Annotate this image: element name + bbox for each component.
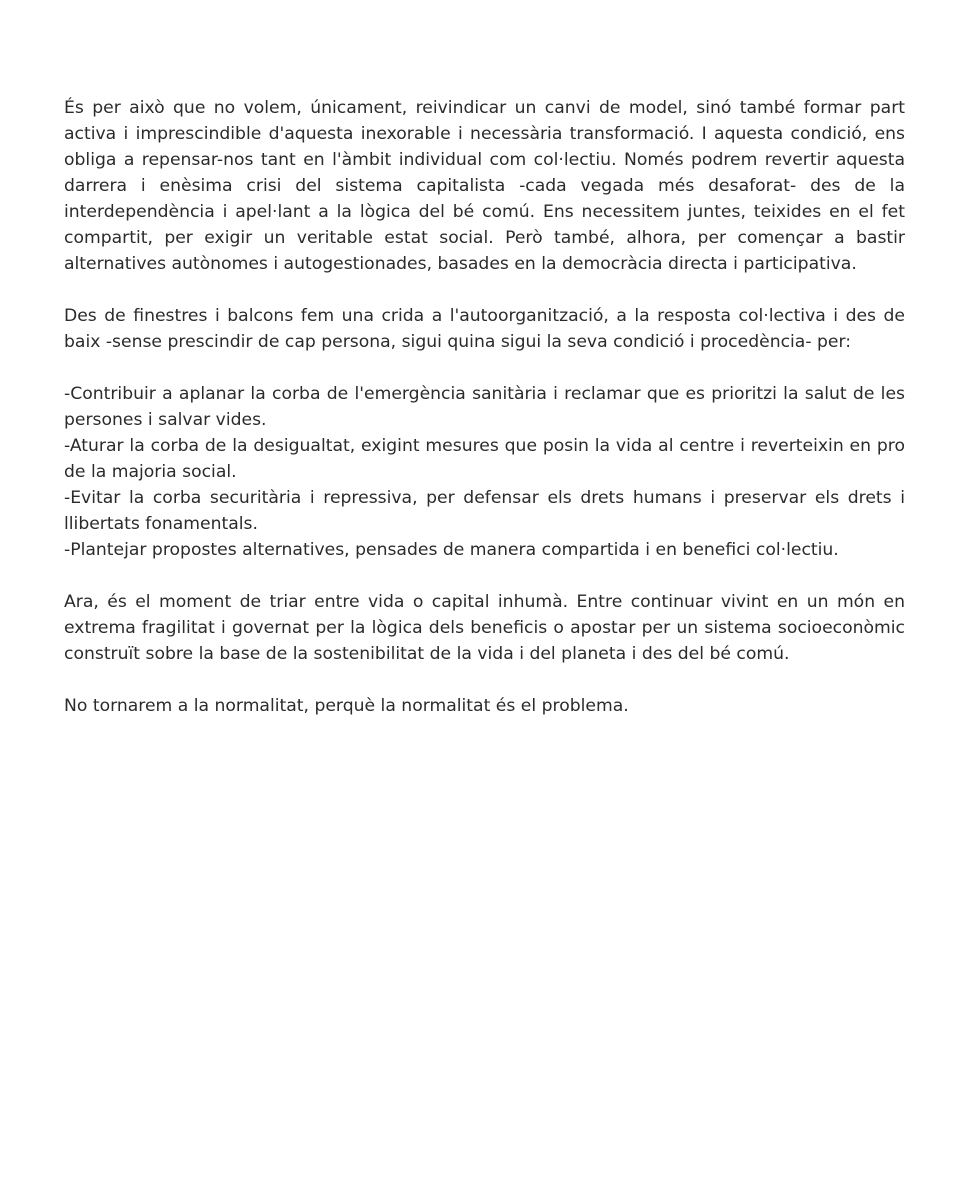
list-item: -Contribuir a aplanar la corba de l'emergència sanitària i reclamar que es prioritzi la salut de les persones i salvar vides. bbox=[64, 384, 905, 430]
list-item: -Evitar la corba securitària i repressiva, per defensar els drets humans i preservar els drets i llibertats fonamentals. bbox=[64, 488, 905, 534]
paragraph-conclusion: No tornarem a la normalitat, perquè la normalitat és el problema. bbox=[64, 696, 629, 716]
list-item: -Aturar la corba de la desigualtat, exigint mesures que posin la vida al centre i reverteixin en pro de la majoria social. bbox=[64, 436, 905, 482]
demands-list bbox=[64, 381, 905, 563]
paragraph-choice: Ara, és el moment de triar entre vida o capital inhumà. Entre continuar vivint en un món en extrema fragilitat i governat per la lògica dels beneficis o apostar per un sistema socioeconòmic construït sobre la base de la sostenibilitat de la vida i del planeta i des del bé comú. bbox=[64, 592, 905, 664]
paragraph-intro: És per això que no volem, únicament, reivindicar un canvi de model, sinó també formar part activa i imprescindible d'aquesta inexorable i necessària transformació. I aquesta condició, ens obliga a repensar-nos tant en l'àmbit individual com col·lectiu. Només podrem revertir aquesta darrera i enèsima crisi del sistema capitalista -cada vegada més desaforat- des de la interdependència i apel·lant a la lògica del bé comú. Ens necessitem juntes, teixides en el fet compartit, per exigir un veritable estat social. Però també, alhora, per començar a bastir alternatives autònomes i autogestionades, basades en la democràcia directa i participativa. bbox=[64, 98, 905, 274]
paragraph-call: Des de finestres i balcons fem una crida a l'autoorganització, a la resposta col·lectiva i des de baix -sense prescindir de cap persona, sigui quina sigui la seva condició i procedència- per: bbox=[64, 306, 905, 352]
list-item: -Plantejar propostes alternatives, pensades de manera compartida i en benefici col·lectiu. bbox=[64, 540, 839, 560]
